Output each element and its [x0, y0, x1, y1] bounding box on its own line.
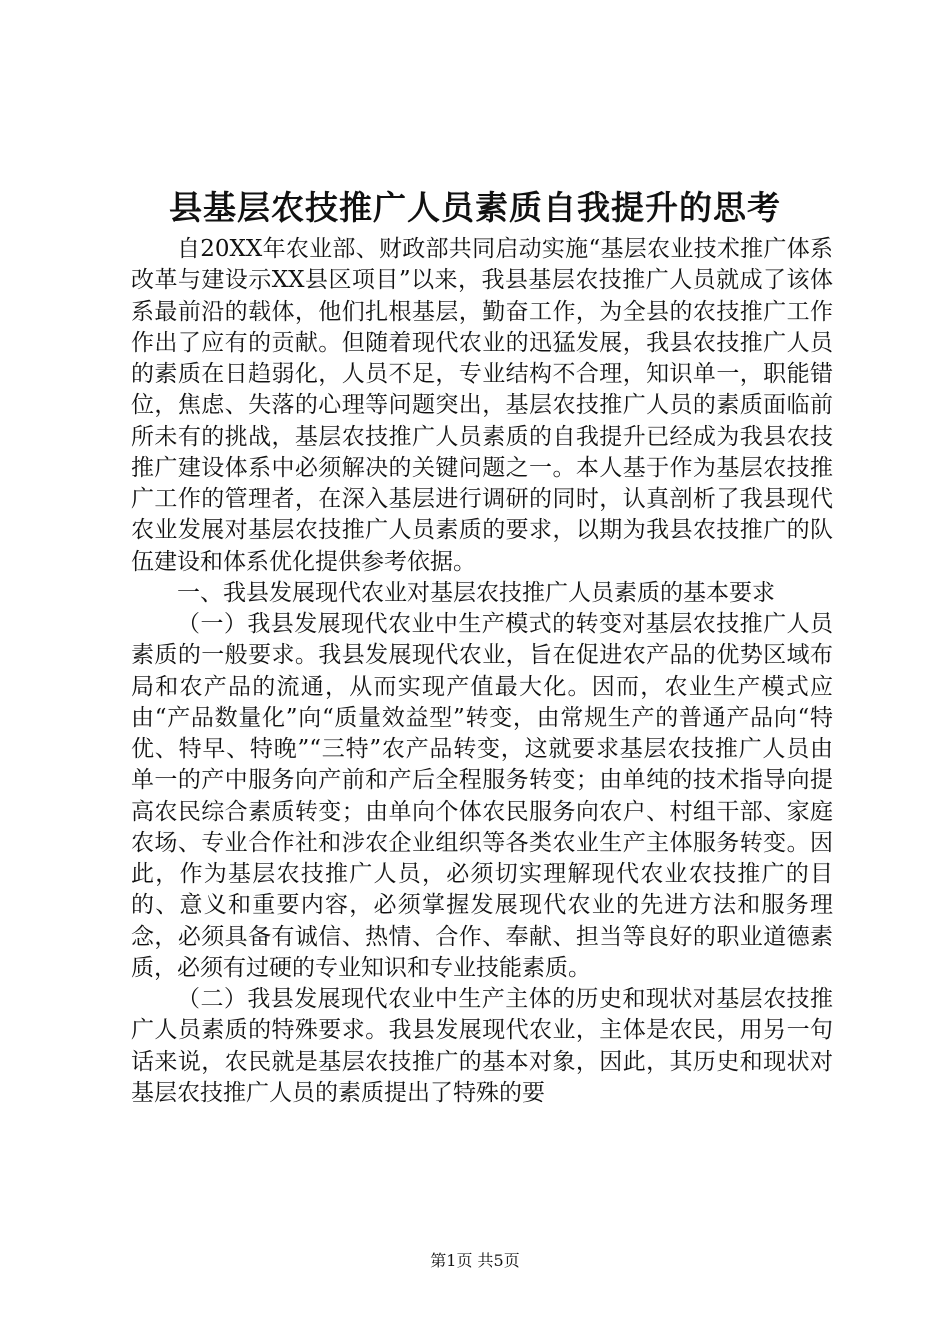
paragraph-subsection-2: （二）我县发展现代农业中生产主体的历史和现状对基层农技推广人员素质的特殊要求。我县发展现代农业，主体是农民，用另一句话来说，农民就是基层农技推广的基本对象，因此，其历史和现状对基层农技推广人员的素质提出了特殊的要: [131, 986, 833, 1106]
document-title: 县基层农技推广人员素质自我提升的思考: [169, 188, 781, 227]
page-footer: 第1页 共5页: [430, 1251, 520, 1270]
paragraph-subsection-1: （一）我县发展现代农业中生产模式的转变对基层农技推广人员素质的一般要求。我县发展现代农业，旨在促进农产品的优势区域布局和农产品的流通，从而实现产值最大化。因而，农业生产模式应由“产品数量化”向“质量效益型”转变，由常规生产的普通产品向“特优、特早、特晚”“三特”农产品转变，这就要求基层农技推广人员由单一的产中服务向产前和产后全程服务转变；由单纯的技术指导向提高农民综合素质转变；由单向个体农民服务向农户、村组干部、家庭农场、专业合作社和涉农企业组织等各类农业生产主体服务转变。因此，作为基层农技推广人员，必须切实理解现代农业农技推广的目的、意义和重要内容，必须掌握发展现代农业的先进方法和服务理念，必须具备有诚信、热情、合作、奉献、担当等良好的职业道德素质，必须有过硬的专业知识和专业技能素质。: [131, 611, 833, 981]
document-body: [131, 234, 833, 1109]
section-heading-1: 一、我县发展现代农业对基层农技推广人员素质的基本要求: [177, 579, 775, 606]
paragraph-intro: 自20XX年农业部、财政部共同启动实施“基层农业技术推广体系改革与建设示XX县区项目”以来，我县基层农技推广人员就成了该体系最前沿的载体，他们扎根基层，勤奋工作，为全县的农技推广工作作出了应有的贡献。但随着现代农业的迅猛发展，我县农技推广人员的素质在日趋弱化，人员不足，专业结构不合理，知识单一，职能错位，焦虑、失落的心理等问题突出，基层农技推广人员的素质面临前所未有的挑战，基层农技推广人员素质的自我提升已经成为我县农技推广建设体系中必须解决的关键问题之一。本人基于作为基层农技推广工作的管理者，在深入基层进行调研的同时，认真剖析了我县现代农业发展对基层农技推广人员素质的要求，以期为我县农技推广的队伍建设和体系优化提供参考依据。: [131, 236, 833, 575]
